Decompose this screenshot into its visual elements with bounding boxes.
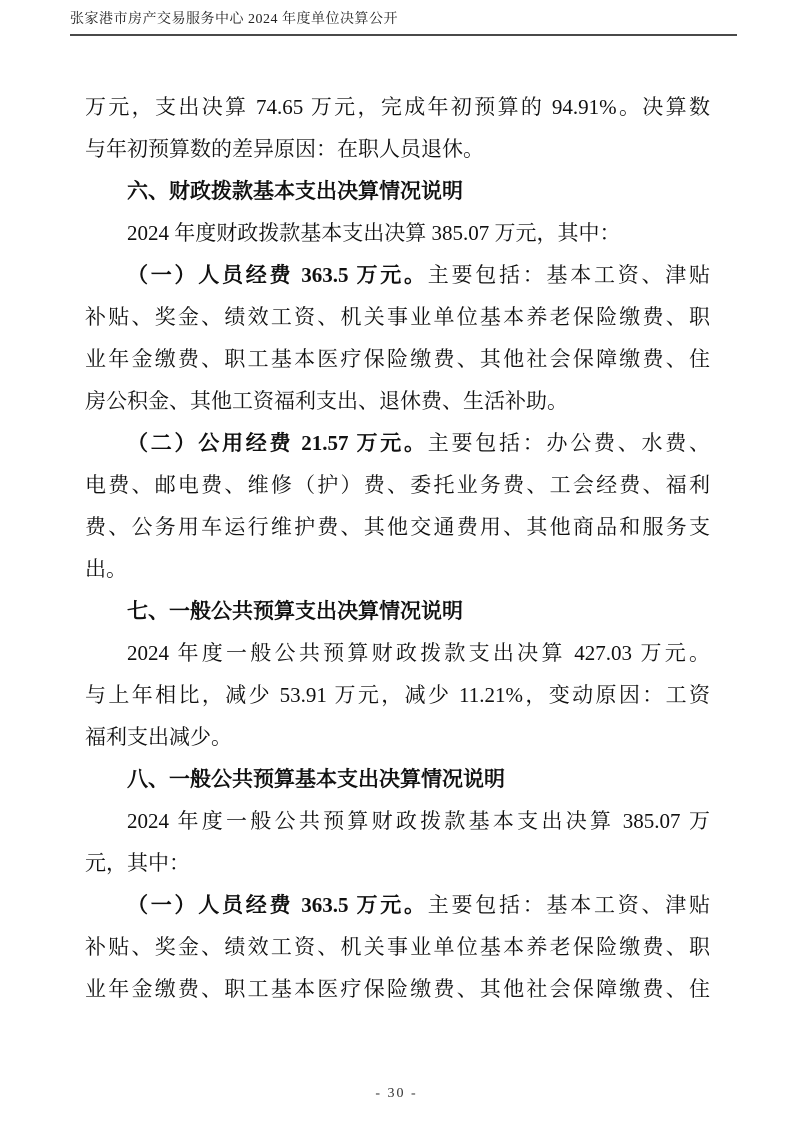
page-footer (0, 1084, 793, 1102)
text-line: 2024 年度一般公共预算财政拨款支出决算 427.03 万元。 (127, 641, 710, 665)
text-line: （二）公用经费 21.57 万元。主要包括：办公费、水费、 (127, 431, 710, 455)
text-line: 福利支出减少。 (85, 725, 232, 749)
text-line: 出。 (85, 557, 127, 581)
line-lead-bold: （二）公用经费 21.57 万元。 (127, 431, 428, 455)
line-lead-bold: （一）人员经费 363.5 万元。 (127, 263, 428, 287)
text-line: 费、公务用车运行维护费、其他交通费用、其他商品和服务支 (85, 515, 710, 539)
text-line: 业年金缴费、职工基本医疗保险缴费、其他社会保障缴费、住 (85, 977, 710, 1001)
document-body (85, 86, 710, 1010)
page-number: - 30 - (375, 1086, 418, 1101)
text-line: 电费、邮电费、维修（护）费、委托业务费、工会经费、福利 (85, 473, 710, 497)
text-line: 2024 年度财政拨款基本支出决算 385.07 万元，其中： (127, 221, 621, 245)
text-line: 房公积金、其他工资福利支出、退休费、生活补助。 (85, 389, 568, 413)
text-line: 元，其中： (85, 851, 190, 875)
section-heading: 六、财政拨款基本支出决算情况说明 (127, 179, 463, 203)
text-line: （一）人员经费 363.5 万元。主要包括：基本工资、津贴 (127, 263, 710, 287)
text-line: 2024 年度一般公共预算财政拨款基本支出决算 385.07 万 (127, 809, 710, 833)
section-heading: 八、一般公共预算基本支出决算情况说明 (127, 767, 505, 791)
text-line: 补贴、奖金、绩效工资、机关事业单位基本养老保险缴费、职 (85, 935, 710, 959)
text-line: 与上年相比，减少 53.91 万元，减少 11.21%，变动原因：工资 (85, 683, 710, 707)
text-line: 业年金缴费、职工基本医疗保险缴费、其他社会保障缴费、住 (85, 347, 710, 371)
text-line: 补贴、奖金、绩效工资、机关事业单位基本养老保险缴费、职 (85, 305, 710, 329)
section-heading: 七、一般公共预算支出决算情况说明 (127, 599, 463, 623)
text-line: （一）人员经费 363.5 万元。主要包括：基本工资、津贴 (127, 893, 710, 917)
line-lead-bold: （一）人员经费 363.5 万元。 (127, 893, 428, 917)
text-line: 与年初预算数的差异原因：在职人员退休。 (85, 137, 484, 161)
text-line: 万元，支出决算 74.65 万元，完成年初预算的 94.91%。决算数 (85, 95, 710, 119)
page-header (70, 10, 737, 36)
header-title: 张家港市房产交易服务中心 2024 年度单位决算公开 (70, 12, 398, 27)
header-rule (70, 34, 737, 36)
